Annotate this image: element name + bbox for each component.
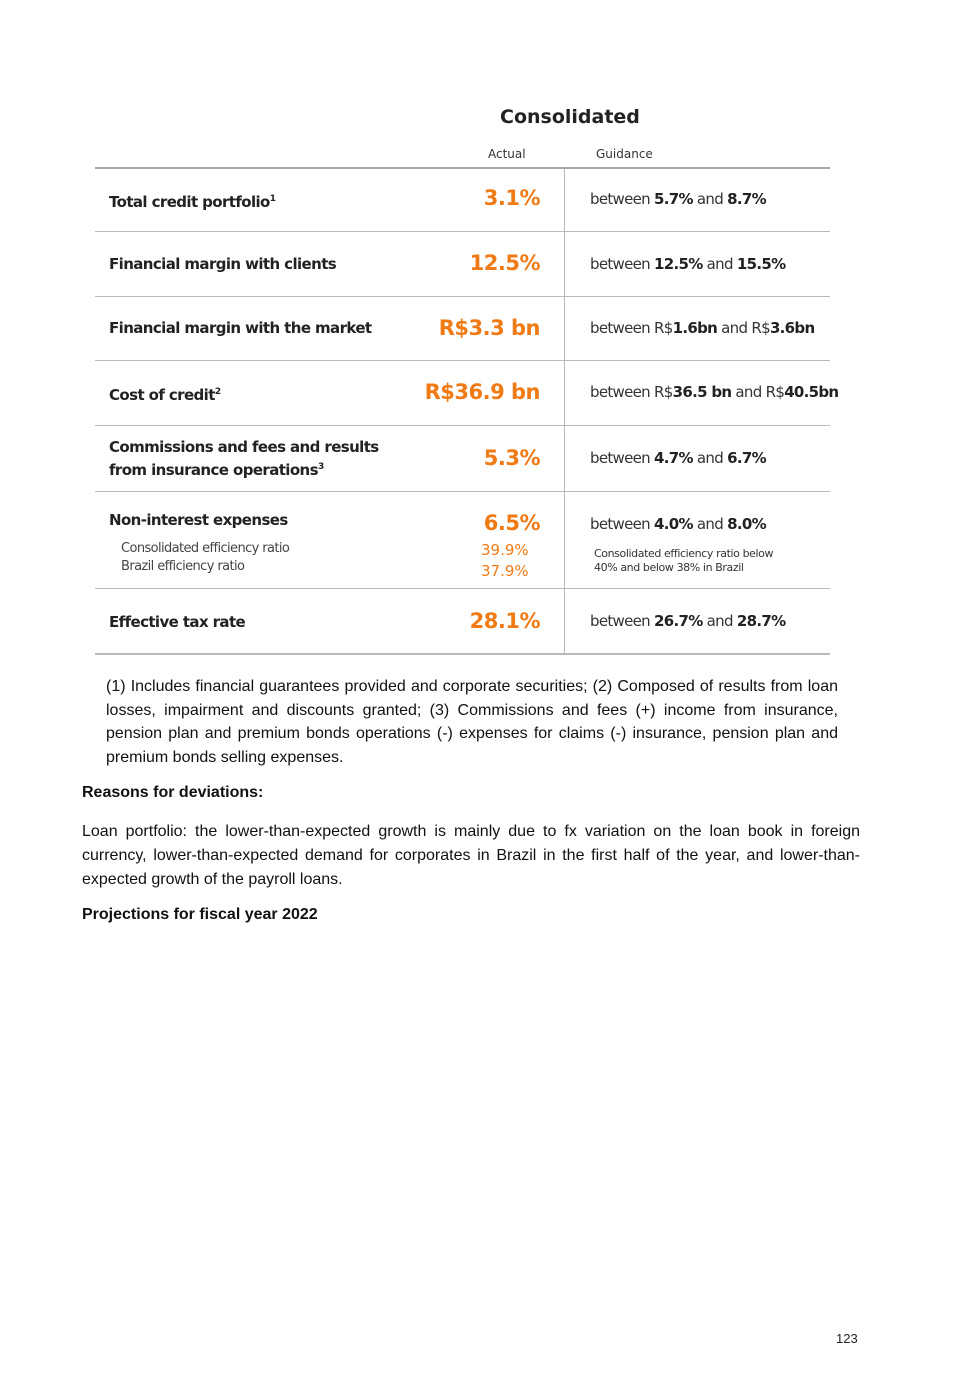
row-guidance: between 5.7% and 8.7% [590, 190, 766, 208]
row-actual-value: R$3.3 bn [438, 316, 540, 340]
row-label: Financial margin with clients [109, 255, 337, 273]
table-row [95, 232, 830, 297]
table-row [95, 492, 830, 589]
row-label: Financial margin with the market [109, 319, 372, 337]
efficiency-guidance-note: Consolidated efficiency ratio below 40% and below 38% in Brazil [594, 547, 774, 574]
table-row [95, 297, 830, 361]
table-footnotes: (1) Includes financial guarantees provided and corporate securities; (2) Composed of results from loan losses, impairment and discounts granted; (3) Commissions and fees (+) income from insurance, pension plan and premium bonds operations (-) expenses for claims (-) insurance, pension plan and premium bonds selling expenses. [106, 678, 838, 766]
row-label: Non-interest expenses [109, 511, 288, 529]
row-actual-value: 28.1% [469, 609, 540, 633]
table-row [95, 426, 830, 492]
row-label: Cost of credit$^2$ [109, 386, 221, 404]
consolidated-efficiency-label: Consolidated efficiency ratio [121, 541, 290, 556]
row-guidance: between 26.7% and 28.7% [590, 612, 786, 630]
brazil-efficiency-value: 37.9% [481, 562, 529, 580]
column-divider [564, 426, 565, 491]
column-divider [564, 361, 565, 425]
column-divider [564, 589, 565, 653]
table-row [95, 169, 830, 232]
row-actual-value: 6.5% [483, 511, 540, 535]
row-guidance: between 4.0% and 8.0% [590, 515, 766, 533]
row-guidance: between 12.5% and 15.5% [590, 255, 786, 273]
row-label: Total credit portfolio$^1$ [109, 193, 276, 211]
table-title: Consolidated [500, 106, 640, 128]
row-guidance: between R$1.6bn and R$3.6bn [590, 319, 815, 337]
row-label: Commissions and fees and results from insurance operations$^3$ [109, 438, 379, 479]
page-number: 123 [836, 1331, 858, 1346]
row-actual-value: 5.3% [483, 446, 540, 470]
reasons-heading: Reasons for deviations: [82, 784, 264, 801]
row-actual-value: 3.1% [483, 186, 540, 210]
column-header-guidance: Guidance [596, 147, 653, 161]
row-actual-value: 12.5% [469, 251, 540, 275]
row-actual-value: R$36.9 bn [424, 380, 540, 404]
table-body [95, 169, 855, 655]
table-row [95, 589, 830, 655]
consolidated-efficiency-value: 39.9% [481, 541, 529, 559]
projections-heading: Projections for fiscal year 2022 [82, 906, 318, 923]
row-label: Effective tax rate [109, 613, 246, 631]
column-divider [564, 169, 565, 231]
row-guidance: between 4.7% and 6.7% [590, 449, 766, 467]
column-divider [564, 492, 565, 588]
brazil-efficiency-label: Brazil efficiency ratio [121, 559, 245, 574]
row-guidance: between R$36.5 bn and R$40.5bn [590, 383, 839, 401]
column-divider [564, 232, 565, 296]
reasons-paragraph: Loan portfolio: the lower-than-expected growth is mainly due to fx variation on the loan book in foreign currency, lower-than-expected demand for corporates in Brazil in the first half of the year, and lower-than-expected growth of the payroll loans. [82, 823, 860, 888]
column-header-actual: Actual [488, 147, 526, 161]
column-divider [564, 297, 565, 360]
table-row [95, 361, 839, 426]
